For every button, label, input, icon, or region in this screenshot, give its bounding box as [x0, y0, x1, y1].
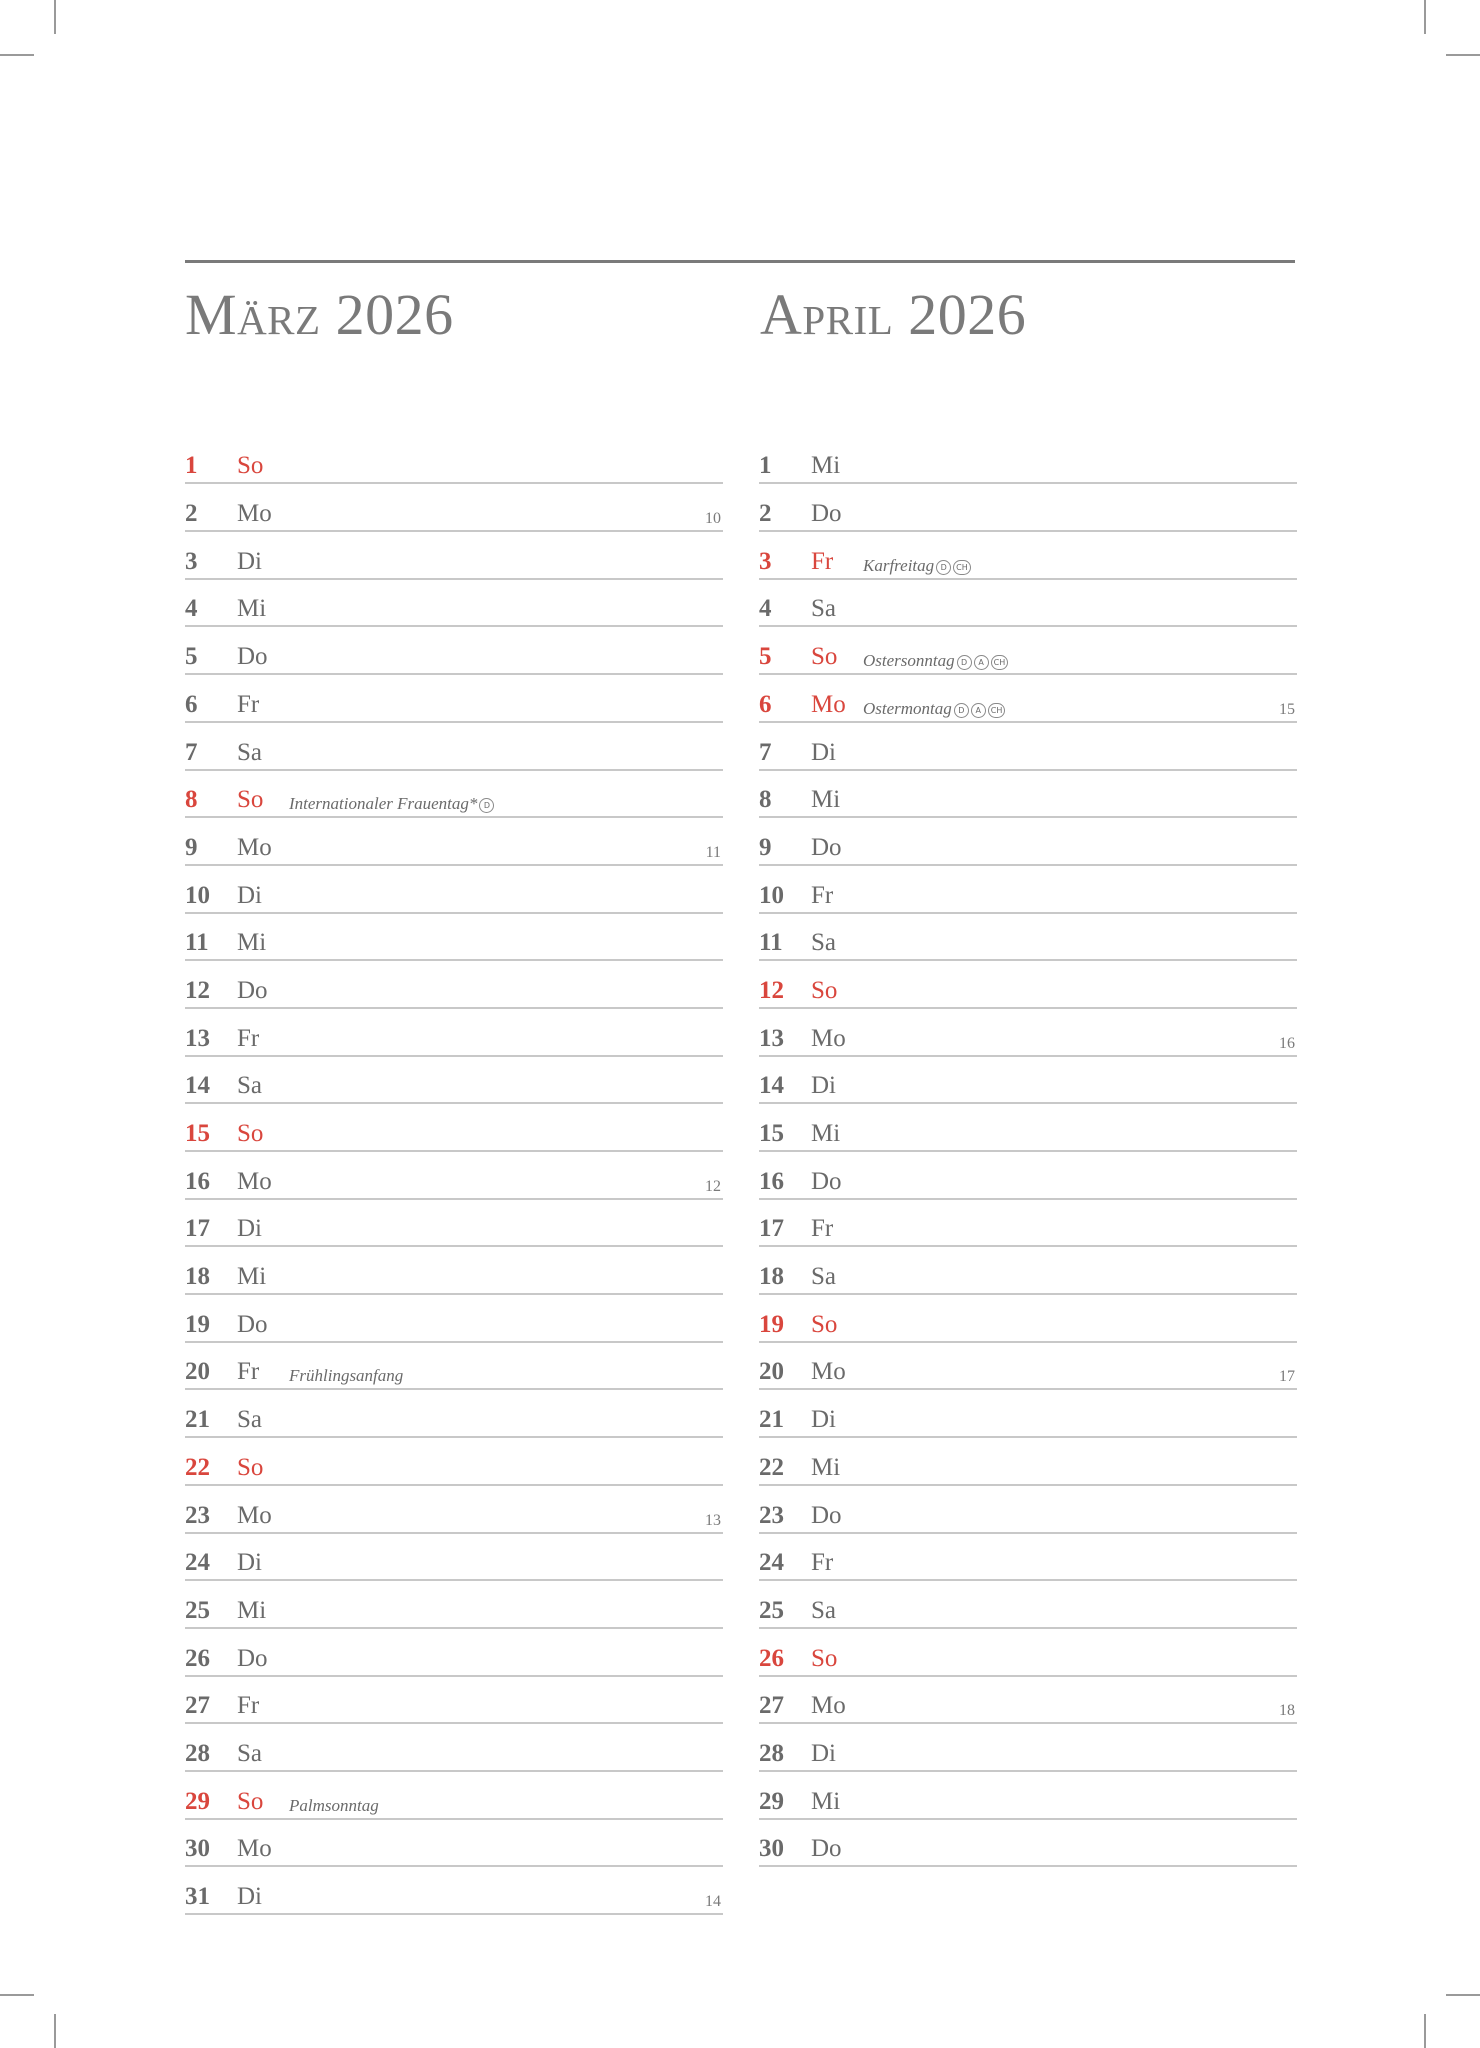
- weekday-label: Mo: [237, 1167, 272, 1195]
- day-number: 21: [185, 1406, 210, 1434]
- weekday-label: Sa: [237, 738, 262, 766]
- holiday-name: Frühlingsanfang: [289, 1366, 404, 1386]
- weekday-label: Di: [811, 1739, 836, 1767]
- region-badge: A: [971, 703, 986, 718]
- day-number: 4: [759, 595, 772, 623]
- day-row: [185, 486, 723, 532]
- day-row: [185, 1058, 723, 1104]
- weekday-label: Mo: [811, 1024, 846, 1052]
- day-number: 9: [759, 833, 772, 861]
- day-row: [759, 1583, 1297, 1629]
- day-row: [185, 438, 723, 484]
- day-row: [759, 533, 1297, 579]
- day-number: 6: [759, 690, 772, 718]
- weekday-label: Di: [811, 738, 836, 766]
- weekday-label: Mo: [237, 833, 272, 861]
- region-badge: CH: [953, 560, 971, 575]
- week-number: 13: [705, 1511, 721, 1529]
- day-number: 3: [759, 547, 772, 575]
- day-row: [185, 1201, 723, 1247]
- day-number: 5: [759, 643, 772, 671]
- day-number: 10: [185, 881, 210, 909]
- day-number: 21: [759, 1406, 784, 1434]
- day-row: [759, 867, 1297, 913]
- day-row: [759, 1439, 1297, 1485]
- day-row: [185, 1869, 723, 1915]
- day-number: 18: [759, 1263, 784, 1291]
- day-row: [185, 1678, 723, 1724]
- weekday-label: Di: [237, 1883, 262, 1911]
- day-row: [185, 581, 723, 627]
- day-row: [759, 1821, 1297, 1867]
- day-row: [185, 1726, 723, 1772]
- weekday-label: Di: [811, 1072, 836, 1100]
- region-badge: D: [936, 560, 951, 575]
- week-number: 15: [1279, 700, 1295, 718]
- week-number: 12: [705, 1177, 721, 1195]
- day-row: [759, 676, 1297, 722]
- weekday-label: Do: [811, 1167, 842, 1195]
- day-number: 7: [759, 738, 772, 766]
- day-number: 1: [759, 452, 772, 480]
- day-row: [185, 1010, 723, 1056]
- day-number: 1: [185, 452, 198, 480]
- day-row: [185, 1439, 723, 1485]
- week-number: 10: [705, 510, 721, 528]
- day-row: [759, 1058, 1297, 1104]
- weekday-label: Sa: [811, 595, 836, 623]
- day-row: [759, 1010, 1297, 1056]
- day-row: [185, 1535, 723, 1581]
- week-number: 11: [705, 843, 721, 861]
- day-row: [759, 438, 1297, 484]
- day-row: [759, 1296, 1297, 1342]
- day-number: 11: [185, 929, 209, 957]
- weekday-label: Do: [237, 1644, 268, 1672]
- week-number: 17: [1279, 1368, 1295, 1386]
- day-number: 29: [759, 1787, 784, 1815]
- day-number: 20: [185, 1358, 210, 1386]
- weekday-label: Sa: [237, 1739, 262, 1767]
- weekday-label: Do: [237, 976, 268, 1004]
- weekday-label: So: [811, 1644, 838, 1672]
- weekday-label: Di: [237, 881, 262, 909]
- weekday-label: Mi: [237, 1596, 267, 1624]
- day-number: 8: [185, 786, 198, 814]
- day-number: 31: [185, 1883, 210, 1911]
- day-row: [185, 820, 723, 866]
- weekday-label: Fr: [811, 547, 834, 575]
- holiday-name: Ostermontag: [863, 698, 952, 718]
- day-row: [185, 963, 723, 1009]
- weekday-label: Mo: [237, 1501, 272, 1529]
- day-row: [759, 1630, 1297, 1676]
- region-badge: D: [479, 798, 494, 813]
- day-number: 23: [185, 1501, 210, 1529]
- weekday-label: Do: [811, 1835, 842, 1863]
- day-row: [759, 915, 1297, 961]
- day-number: 17: [185, 1215, 210, 1243]
- day-number: 26: [759, 1644, 784, 1672]
- crop-mark-top-left-v: [54, 0, 56, 34]
- weekday-label: Mi: [811, 1453, 841, 1481]
- weekday-label: Mi: [811, 786, 841, 814]
- region-badge: CH: [988, 703, 1006, 718]
- day-row: [185, 1821, 723, 1867]
- day-number: 28: [185, 1739, 210, 1767]
- day-row: [185, 1249, 723, 1295]
- day-row: [759, 1106, 1297, 1152]
- weekday-label: So: [237, 1453, 264, 1481]
- holiday-note: [289, 794, 494, 814]
- weekday-label: Mi: [811, 452, 841, 480]
- day-number: 19: [185, 1310, 210, 1338]
- weekday-label: Mo: [811, 690, 846, 718]
- weekday-label: Mo: [811, 1692, 846, 1720]
- day-row: [185, 1487, 723, 1533]
- weekday-label: Do: [811, 500, 842, 528]
- holiday-note: [289, 1366, 403, 1386]
- weekday-label: Mi: [237, 595, 267, 623]
- day-row: [759, 772, 1297, 818]
- day-number: 22: [185, 1453, 210, 1481]
- day-number: 26: [185, 1644, 210, 1672]
- day-number: 7: [185, 738, 198, 766]
- region-badge: A: [974, 655, 989, 670]
- day-number: 14: [759, 1072, 784, 1100]
- holiday-note: [863, 699, 1005, 719]
- weekday-label: Di: [237, 1549, 262, 1577]
- day-row: [185, 772, 723, 818]
- region-badge: D: [957, 655, 972, 670]
- day-number: 12: [759, 976, 784, 1004]
- day-row: [759, 1249, 1297, 1295]
- holiday-name: Karfreitag: [863, 555, 935, 575]
- crop-mark-bottom-left-v: [54, 2014, 56, 2048]
- weekday-label: Fr: [811, 881, 834, 909]
- day-row: [185, 1344, 723, 1390]
- weekday-label: Sa: [811, 1263, 836, 1291]
- region-badge: CH: [991, 655, 1009, 670]
- day-row: [759, 629, 1297, 675]
- holiday-name: Palmsonntag: [289, 1795, 379, 1815]
- crop-mark-bottom-left-h: [0, 1994, 34, 1996]
- day-row: [185, 1583, 723, 1629]
- day-number: 14: [185, 1072, 210, 1100]
- day-row: [759, 1773, 1297, 1819]
- month-title-maerz: März 2026: [185, 282, 454, 347]
- weekday-label: Sa: [237, 1406, 262, 1434]
- crop-mark-top-right-h: [1446, 54, 1480, 56]
- day-number: 6: [185, 690, 198, 718]
- weekday-label: Sa: [811, 1596, 836, 1624]
- day-number: 4: [185, 595, 198, 623]
- weekday-label: So: [237, 1787, 264, 1815]
- day-row: [185, 676, 723, 722]
- day-number: 19: [759, 1310, 784, 1338]
- weekday-label: So: [237, 786, 264, 814]
- weekday-label: Do: [811, 1501, 842, 1529]
- day-row: [759, 1487, 1297, 1533]
- week-number: 16: [1279, 1034, 1295, 1052]
- day-row: [759, 1392, 1297, 1438]
- weekday-label: Fr: [237, 1358, 260, 1386]
- day-number: 3: [185, 547, 198, 575]
- weekday-label: Fr: [811, 1549, 834, 1577]
- weekday-label: Mo: [237, 1835, 272, 1863]
- day-row: [759, 1726, 1297, 1772]
- day-number: 24: [185, 1549, 210, 1577]
- week-number: 14: [705, 1893, 721, 1911]
- weekday-label: Fr: [811, 1215, 834, 1243]
- holiday-note: [863, 651, 1008, 671]
- day-row: [185, 724, 723, 770]
- day-row: [759, 1678, 1297, 1724]
- day-row: [759, 1153, 1297, 1199]
- day-number: 28: [759, 1739, 784, 1767]
- weekday-label: So: [811, 1310, 838, 1338]
- day-number: 25: [185, 1596, 210, 1624]
- day-number: 15: [185, 1120, 210, 1148]
- day-number: 15: [759, 1120, 784, 1148]
- day-row: [759, 581, 1297, 627]
- crop-mark-bottom-right-v: [1424, 2014, 1426, 2048]
- weekday-label: Mi: [237, 1263, 267, 1291]
- day-number: 17: [759, 1215, 784, 1243]
- day-number: 23: [759, 1501, 784, 1529]
- day-row: [185, 1296, 723, 1342]
- day-row: [185, 1106, 723, 1152]
- day-number: 11: [759, 929, 783, 957]
- weekday-label: Di: [237, 547, 262, 575]
- day-row: [759, 1535, 1297, 1581]
- weekday-label: So: [237, 452, 264, 480]
- weekday-label: So: [237, 1120, 264, 1148]
- day-row: [185, 1153, 723, 1199]
- weekday-label: Di: [811, 1406, 836, 1434]
- day-row: [759, 486, 1297, 532]
- weekday-label: Mi: [811, 1787, 841, 1815]
- day-number: 16: [759, 1167, 784, 1195]
- holiday-note: [289, 1796, 379, 1816]
- day-number: 13: [185, 1024, 210, 1052]
- day-number: 9: [185, 833, 198, 861]
- day-row: [185, 533, 723, 579]
- weekday-label: Do: [811, 833, 842, 861]
- day-row: [185, 1773, 723, 1819]
- day-number: 25: [759, 1596, 784, 1624]
- day-number: 20: [759, 1358, 784, 1386]
- region-badge: D: [954, 703, 969, 718]
- weekday-label: Fr: [237, 1024, 260, 1052]
- weekday-label: So: [811, 976, 838, 1004]
- weekday-label: Mo: [811, 1358, 846, 1386]
- day-number: 24: [759, 1549, 784, 1577]
- weekday-label: Mi: [811, 1120, 841, 1148]
- day-row: [185, 1392, 723, 1438]
- day-number: 8: [759, 786, 772, 814]
- day-number: 29: [185, 1787, 210, 1815]
- day-row: [759, 1344, 1297, 1390]
- crop-mark-top-left-h: [0, 54, 34, 56]
- day-number: 2: [759, 500, 772, 528]
- day-number: 5: [185, 643, 198, 671]
- weekday-label: So: [811, 643, 838, 671]
- weekday-label: Sa: [811, 929, 836, 957]
- weekday-label: Mo: [237, 500, 272, 528]
- day-row: [185, 1630, 723, 1676]
- day-number: 12: [185, 976, 210, 1004]
- day-number: 18: [185, 1263, 210, 1291]
- weekday-label: Fr: [237, 1692, 260, 1720]
- crop-mark-bottom-right-h: [1446, 1994, 1480, 1996]
- weekday-label: Do: [237, 643, 268, 671]
- day-row: [185, 915, 723, 961]
- day-row: [185, 629, 723, 675]
- weekday-label: Mi: [237, 929, 267, 957]
- crop-mark-top-right-v: [1424, 0, 1426, 34]
- day-number: 2: [185, 500, 198, 528]
- weekday-label: Sa: [237, 1072, 262, 1100]
- day-number: 22: [759, 1453, 784, 1481]
- day-number: 10: [759, 881, 784, 909]
- month-title-april: April 2026: [760, 282, 1027, 347]
- week-number: 18: [1279, 1702, 1295, 1720]
- day-row: [759, 1201, 1297, 1247]
- holiday-name: Internationaler Frauentag*: [289, 794, 478, 814]
- holiday-name: Ostersonntag: [863, 651, 955, 671]
- weekday-label: Do: [237, 1310, 268, 1338]
- day-row: [759, 724, 1297, 770]
- header-rule: [185, 260, 1295, 263]
- day-row: [759, 820, 1297, 866]
- weekday-label: Fr: [237, 690, 260, 718]
- day-number: 16: [185, 1167, 210, 1195]
- day-row: [185, 867, 723, 913]
- day-number: 30: [185, 1835, 210, 1863]
- day-row: [759, 963, 1297, 1009]
- weekday-label: Di: [237, 1215, 262, 1243]
- month-column-april: [759, 438, 1297, 1869]
- day-number: 13: [759, 1024, 784, 1052]
- day-number: 30: [759, 1835, 784, 1863]
- day-number: 27: [185, 1692, 210, 1720]
- month-column-maerz: [185, 438, 723, 1916]
- holiday-note: [863, 556, 971, 576]
- day-number: 27: [759, 1692, 784, 1720]
